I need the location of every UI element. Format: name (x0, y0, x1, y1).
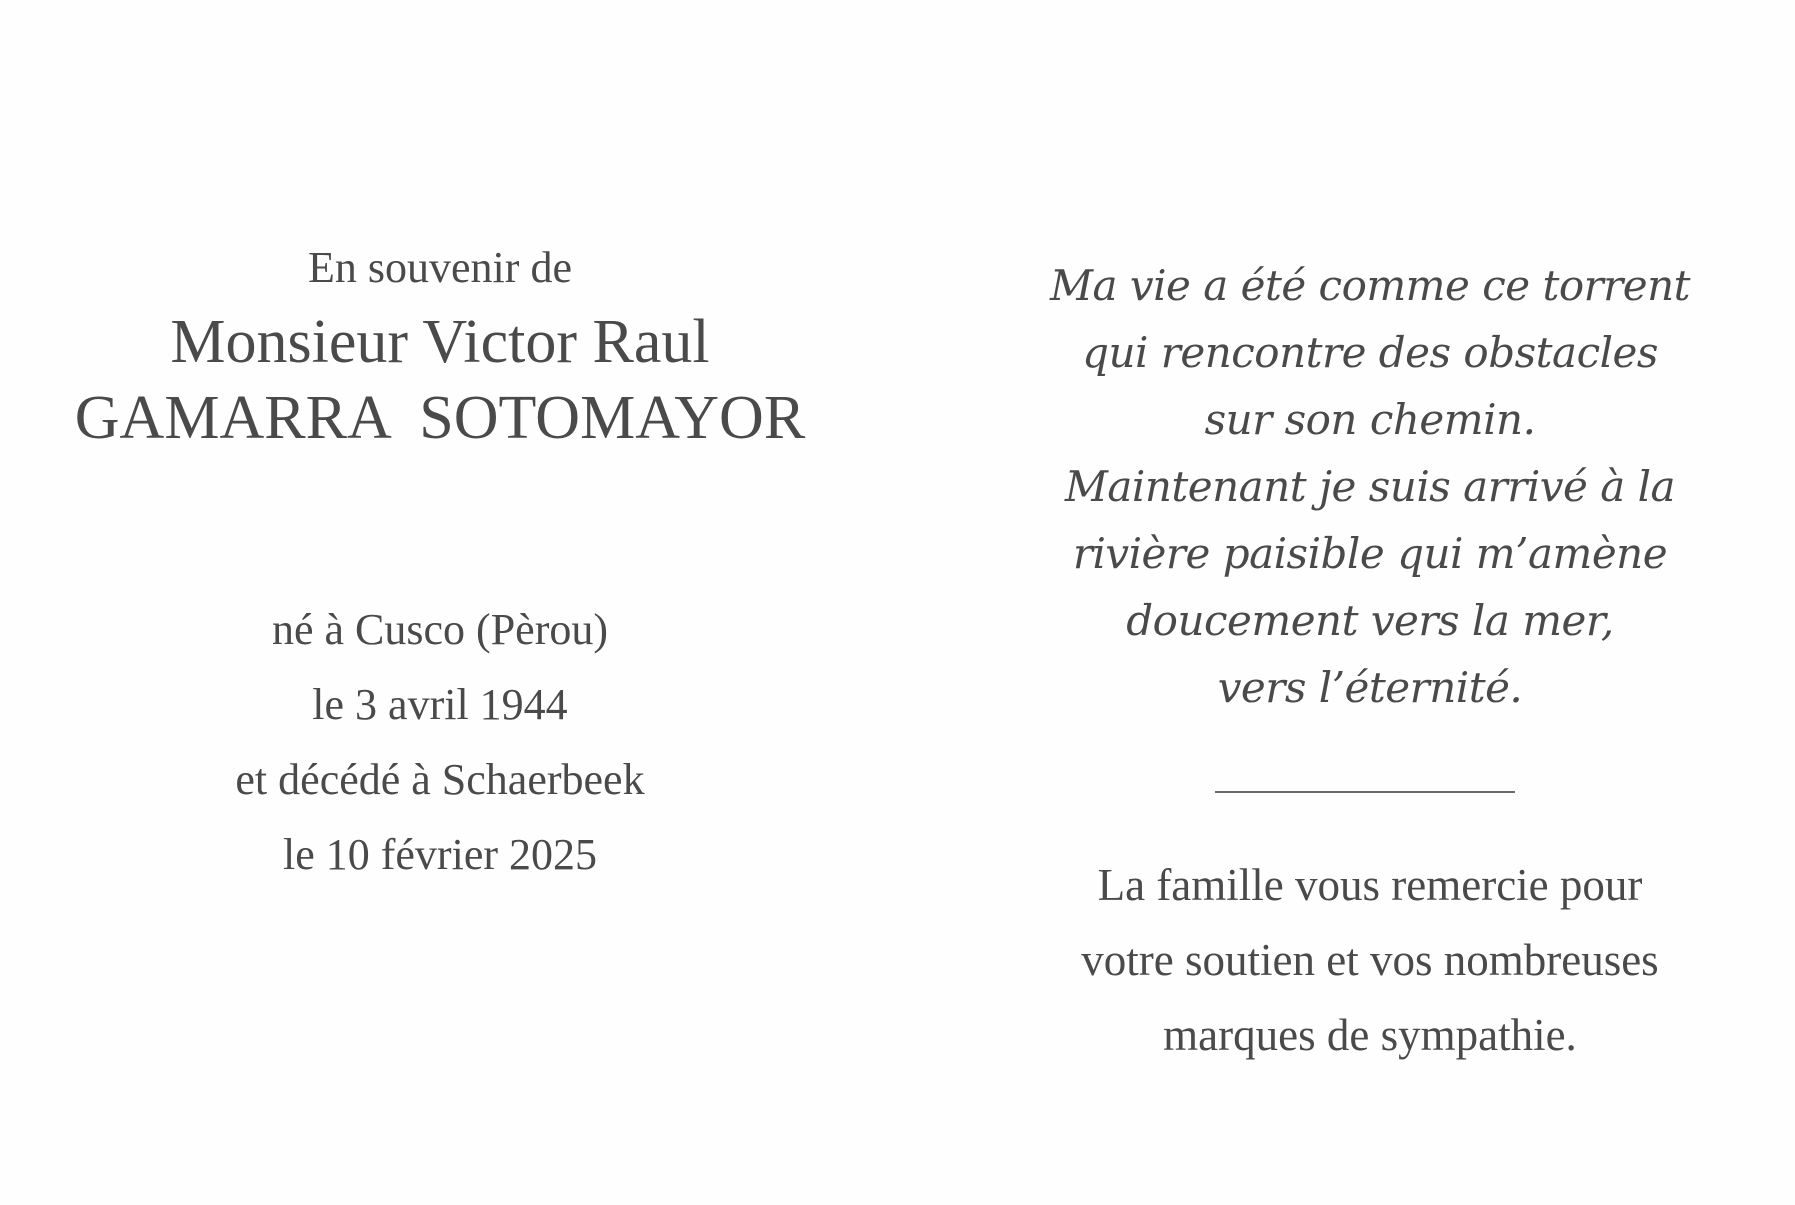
poem-line: vers l’éternité. (1217, 663, 1523, 712)
thanks-line: marques de sympathie. (1163, 1010, 1577, 1060)
thanks-line: votre soutien et vos nombreuses (1081, 935, 1659, 985)
poem-line: sur son chemin. (1204, 395, 1536, 444)
poem-block (1005, 252, 1735, 721)
divider-line (1215, 791, 1515, 793)
thanks-line: La famille vous remercie pour (1097, 860, 1643, 910)
poem-line: qui rencontre des obstacles (1082, 328, 1658, 377)
birth-date: le 3 avril 1944 (312, 680, 568, 729)
bio-block (40, 592, 840, 892)
poem-line: doucement vers la mer, (1126, 596, 1614, 645)
birth-place: né à Cusco (Pèrou) (271, 605, 608, 654)
deceased-name-line2: GAMARRA SOTOMAYOR (74, 384, 806, 452)
death-date: le 10 février 2025 (283, 830, 597, 879)
intro-text: En souvenir de (308, 243, 572, 292)
thanks-block (1005, 848, 1735, 1073)
poem-line: Ma vie a été comme ce torrent (1049, 261, 1691, 310)
poem-line: Maintenant je suis arrivé à la (1064, 462, 1676, 511)
deceased-name-line1: Monsieur Victor Raul (170, 308, 710, 376)
poem-line: rivière paisible qui m’amène (1072, 529, 1668, 578)
death-place: et décédé à Schaerbeek (235, 755, 645, 804)
